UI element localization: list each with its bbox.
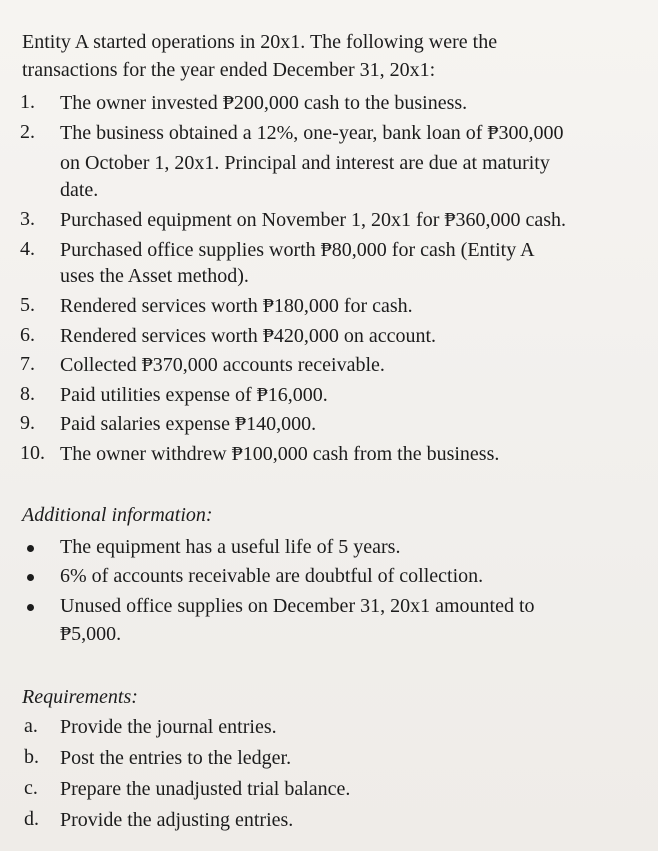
requirement-text: Post the entries to the ledger. xyxy=(60,747,292,769)
transaction-text: Collected ₱370,000 accounts receivable. xyxy=(60,354,385,376)
additional-info-heading: Additional information: xyxy=(22,504,213,526)
additional-info-item: Unused office supplies on December 31, 20x1 amounted to xyxy=(60,595,535,617)
transaction-number: 6. xyxy=(20,324,35,346)
transaction-number: 8. xyxy=(20,383,35,405)
transaction-number: 7. xyxy=(20,353,35,375)
intro-line-1: Entity A started operations in 20x1. The following were the xyxy=(22,31,498,53)
additional-info-item: The equipment has a useful life of 5 years. xyxy=(60,536,401,558)
requirement-letter: a. xyxy=(24,715,38,737)
intro-line-2: transactions for the year ended December 31, 20x1: xyxy=(22,59,436,81)
requirement-letter: c. xyxy=(24,777,38,799)
additional-info-item: 6% of accounts receivable are doubtful of collection. xyxy=(60,565,484,587)
transaction-number: 5. xyxy=(20,294,35,316)
transaction-text: Purchased office supplies worth ₱80,000 for cash (Entity A xyxy=(60,239,535,261)
transaction-number: 2. xyxy=(20,121,35,143)
transaction-number: 10. xyxy=(20,442,45,464)
transaction-text: Purchased equipment on November 1, 20x1 for ₱360,000 cash. xyxy=(60,209,567,231)
additional-info-item: ₱5,000. xyxy=(60,623,122,645)
requirement-text: Provide the adjusting entries. xyxy=(60,809,294,831)
transaction-text: The owner invested ₱200,000 cash to the business. xyxy=(60,92,468,114)
transaction-number: 1. xyxy=(20,91,35,113)
transaction-number: 3. xyxy=(20,208,35,230)
transaction-number: 4. xyxy=(20,238,35,260)
requirement-letter: d. xyxy=(24,808,39,830)
transaction-text: date. xyxy=(60,179,99,201)
bullet-icon xyxy=(27,574,34,581)
transaction-text: on October 1, 20x1. Principal and interest are due at maturity xyxy=(60,152,550,174)
transaction-text: The owner withdrew ₱100,000 cash from the business. xyxy=(60,443,500,465)
bullet-icon xyxy=(27,604,34,611)
requirement-text: Provide the journal entries. xyxy=(60,716,277,738)
requirement-text: Prepare the unadjusted trial balance. xyxy=(60,778,351,800)
transaction-text: Paid utilities expense of ₱16,000. xyxy=(60,384,328,406)
transaction-text: Rendered services worth ₱420,000 on account. xyxy=(60,325,437,347)
requirements-heading: Requirements: xyxy=(22,686,138,708)
requirement-letter: b. xyxy=(24,746,39,768)
bullet-icon xyxy=(27,545,34,552)
transaction-text: uses the Asset method). xyxy=(60,265,249,287)
transaction-number: 9. xyxy=(20,412,35,434)
transaction-text: Rendered services worth ₱180,000 for cash. xyxy=(60,295,413,317)
transaction-text: The business obtained a 12%, one-year, bank loan of ₱300,000 xyxy=(60,122,564,144)
transaction-text: Paid salaries expense ₱140,000. xyxy=(60,413,317,435)
